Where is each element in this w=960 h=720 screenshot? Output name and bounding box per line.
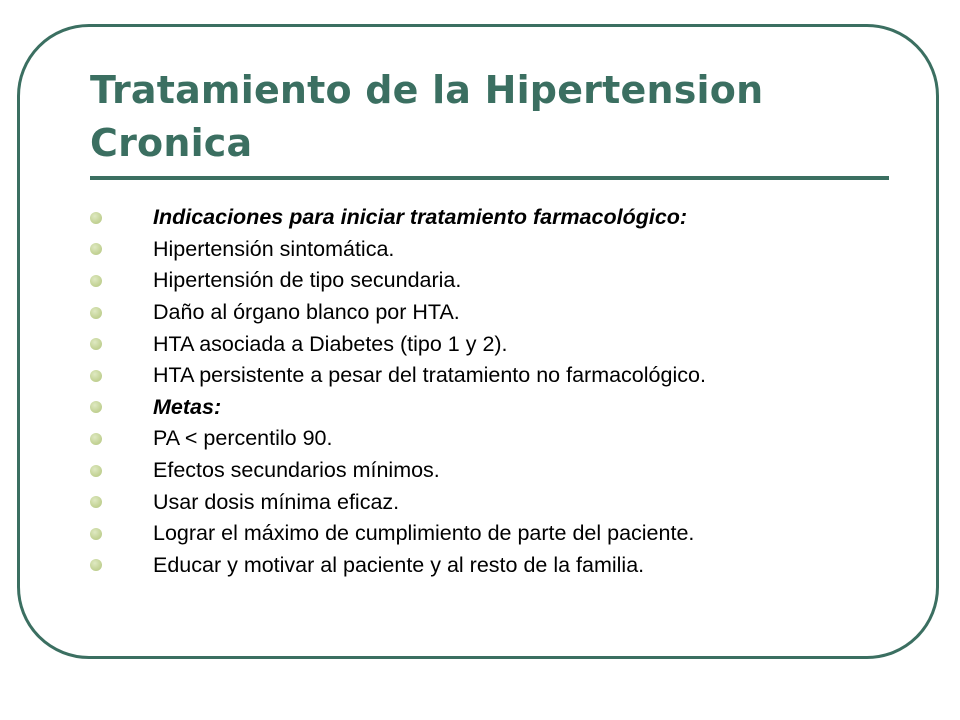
bullet-item: [90, 486, 910, 518]
bullet-item: [90, 265, 910, 297]
bullet-list: [90, 202, 910, 581]
bullet-dot-icon: [90, 370, 102, 382]
bullet-dot-icon: [90, 275, 102, 287]
bullet-item: [90, 455, 910, 487]
bullet-dot-icon: [90, 243, 102, 255]
bullet-text: Hipertensión de tipo secundaria.: [153, 268, 462, 293]
title-underline-divider: [90, 176, 889, 180]
bullet-item-metas-heading: [90, 392, 910, 424]
bullet-item: [90, 297, 910, 329]
bullet-dot-icon: [90, 338, 102, 350]
bullet-text: HTA asociada a Diabetes (tipo 1 y 2).: [153, 331, 508, 356]
bullet-text: Metas:: [153, 394, 222, 419]
bullet-item: [90, 550, 910, 582]
bullet-dot-icon: [90, 307, 102, 319]
bullet-item: [90, 234, 910, 266]
bullet-text: Hipertensión sintomática.: [153, 236, 395, 261]
bullet-text: Lograr el máximo de cumplimiento de parte del paciente.: [153, 521, 695, 546]
bullet-text: Usar dosis mínima eficaz.: [153, 489, 400, 514]
bullet-text: Educar y motivar al paciente y al resto de la familia.: [153, 552, 645, 577]
bullet-dot-icon: [90, 496, 102, 508]
bullet-dot-icon: [90, 559, 102, 571]
bullet-item: [90, 423, 910, 455]
bullet-dot-icon: [90, 212, 102, 224]
bullet-text: PA < percentilo 90.: [153, 426, 333, 451]
bullet-item: [90, 518, 910, 550]
bullet-text: Daño al órgano blanco por HTA.: [153, 300, 460, 325]
bullet-text: Indicaciones para iniciar tratamiento farmacológico:: [153, 205, 688, 230]
bullet-dot-icon: [90, 528, 102, 540]
bullet-item-indicaciones-heading: [90, 202, 910, 234]
bullet-dot-icon: [90, 401, 102, 413]
slide-title: Tratamiento de la Hipertension Cronica: [90, 68, 764, 165]
bullet-item: [90, 328, 910, 360]
bullet-dot-icon: [90, 433, 102, 445]
bullet-dot-icon: [90, 465, 102, 477]
bullet-text: HTA persistente a pesar del tratamiento no farmacológico.: [153, 363, 706, 388]
bullet-text: Efectos secundarios mínimos.: [153, 458, 440, 483]
bullet-item: [90, 360, 910, 392]
